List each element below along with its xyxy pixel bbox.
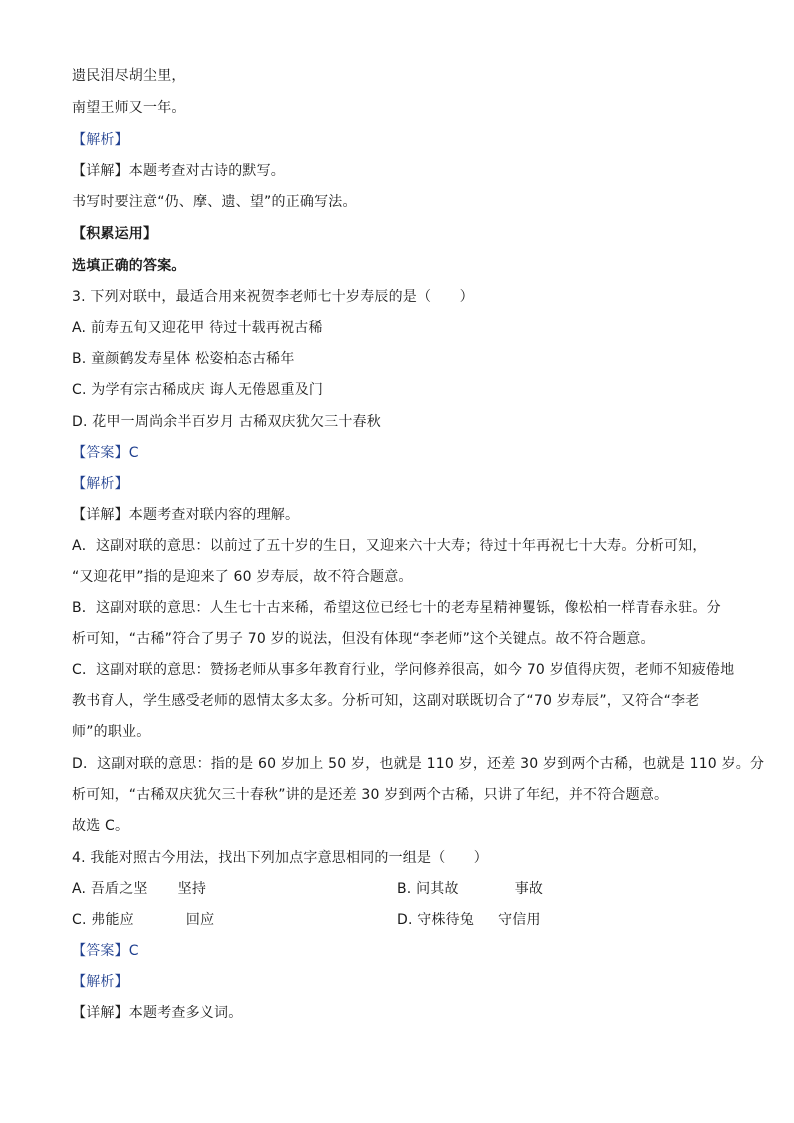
q4-xiangjie: 【详解】本题考查多义词。: [72, 1005, 243, 1021]
q2-jiexi-label: 【解析】: [72, 132, 129, 148]
poem-line-2: 南望王师又一年。: [72, 100, 186, 116]
q3-option-a: A. 前寿五旬又迎花甲 待过十载再祝古稀: [72, 320, 323, 336]
q3-option-b: B. 童颜鹤发寿星体 松姿柏态古稀年: [72, 351, 295, 367]
q3-explanation-line: 师”的职业。: [72, 724, 151, 740]
q3-jiexi-label: 【解析】: [72, 476, 129, 492]
q3-explanation-line: 析可知，“古稀双庆犹欠三十春秋”讲的是还差 30 岁到两个古稀，只讲了年纪，并不符合题意。: [72, 787, 669, 803]
q3-option-d: D. 花甲一周尚余半百岁月 古稀双庆犹欠三十春秋: [72, 414, 381, 430]
section-title: 【积累运用】: [72, 226, 158, 242]
q3-xiangjie: 【详解】本题考查对联内容的理解。: [72, 507, 300, 523]
section-instruction: 选填正确的答案。: [72, 258, 186, 274]
q4-question: 4. 我能对照古今用法，找出下列加点字意思相同的一组是（ ）: [72, 850, 489, 866]
q4-option-b: [397, 879, 543, 899]
q3-answer: 【答案】C: [72, 445, 139, 461]
q4-option-c-ancient: C. 弗能应: [72, 912, 134, 928]
q3-conclusion: 故选 C。: [72, 818, 130, 834]
q2-note: 书写时要注意“仍、摩、遗、望”的正确写法。: [72, 194, 357, 210]
q4-option-b-modern: 事故: [514, 881, 544, 897]
q3-explanation-line: “又迎花甲”指的是迎来了 60 岁寿辰，故不符合题意。: [72, 569, 413, 585]
q4-option-d: [397, 910, 541, 930]
q4-option-c: [72, 910, 214, 930]
q4-option-d-modern: 守信用: [498, 912, 541, 928]
q4-option-d-ancient: D. 守株待兔: [397, 912, 475, 928]
q4-option-c-modern: 回应: [185, 912, 215, 928]
q4-jiexi-label: 【解析】: [72, 974, 129, 990]
q2-xiangjie: 【详解】本题考查对古诗的默写。: [72, 163, 285, 179]
q4-option-a-ancient: A. 吾盾之坚: [72, 881, 148, 897]
q4-answer: 【答案】C: [72, 943, 139, 959]
poem-line-1: 遗民泪尽胡尘里，: [72, 68, 186, 84]
q3-explanation-line: B．这副对联的意思：人生七十古来稀，希望这位已经七十的老寿星精神矍铄，像松柏一样青春永驻。分: [72, 600, 721, 616]
q3-explanation-line: D．这副对联的意思：指的是 60 岁加上 50 岁，也就是 110 岁，还差 30 岁到两个古稀，也就是 110 岁。分: [72, 756, 765, 772]
q3-explanation-line: 教书育人，学生感受老师的恩情太多太多。分析可知，这副对联既切合了“70 岁寿辰”，又符合“李老: [72, 693, 700, 709]
q3-option-c: C. 为学有宗古稀成庆 诲人无倦恩重及门: [72, 382, 324, 398]
q4-option-b-ancient: B. 问其故: [397, 881, 459, 897]
q4-option-a-modern: 坚持: [177, 881, 207, 897]
q4-option-a: [72, 879, 206, 899]
q3-question: 3. 下列对联中，最适合用来祝贺李老师七十岁寿辰的是（ ）: [72, 289, 474, 305]
q3-explanation-line: C．这副对联的意思：赞扬老师从事多年教育行业，学问修养很高，如今 70 岁值得庆贺，老师不知疲倦地: [72, 662, 735, 678]
q3-explanation-line: 析可知，“古稀”符合了男子 70 岁的说法，但没有体现“李老师”这个关键点。故不符合题意。: [72, 631, 655, 647]
q3-explanation-line: A．这副对联的意思：以前过了五十岁的生日，又迎来六十大寿；待过十年再祝七十大寿。分析可知，: [72, 538, 707, 554]
